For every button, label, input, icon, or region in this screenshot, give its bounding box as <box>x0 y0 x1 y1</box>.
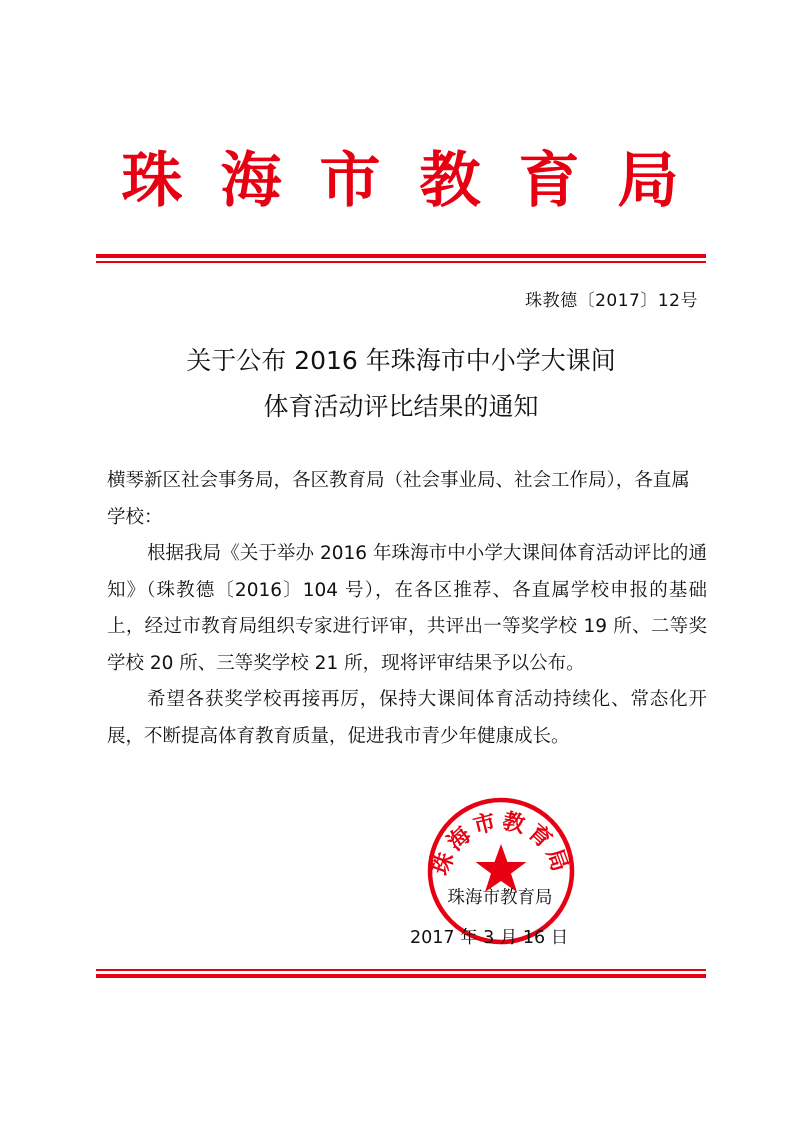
salutation: 横琴新区社会事务局，各区教育局（社会事业局、社会工作局），各直属学校： <box>107 470 690 528</box>
bottom-divider-thick <box>96 974 706 978</box>
svg-text:珠海市教育局: 珠海市教育局 <box>427 808 575 879</box>
title-line-2: 体育活动评比结果的通知 <box>263 392 539 421</box>
masthead-char: 育 <box>518 146 580 216</box>
body-paragraph: 根据我局《关于举办 2016 年珠海市中小学大课间体育活动评比的通知》（珠教德〔2016〕104 号），在各区推荐、各直属学校申报的基础上，经过市教育局组织专家进行评审，共评出一等奖学校 19 所、二等奖学校 20 所、三等奖学校 21 所，现将评审结果予以公布。 <box>107 543 707 674</box>
issue-date: 2017 年 3 月 16 日 <box>410 928 569 948</box>
masthead-char: 局 <box>617 146 679 216</box>
masthead-char: 海 <box>220 146 282 216</box>
body-paragraph: 希望各获奖学校再接再厉，保持大课间体育活动持续化、常态化开展，不断提高体育教育质量，促进我市青少年健康成长。 <box>107 689 707 747</box>
masthead-char: 珠 <box>121 146 183 216</box>
issuer-signature: 珠海市教育局 <box>447 888 553 908</box>
document-title <box>96 338 706 430</box>
document-body <box>107 463 707 755</box>
masthead-char: 市 <box>319 146 381 216</box>
masthead-char: 教 <box>418 146 481 216</box>
top-divider-thin <box>96 261 706 263</box>
title-line-1: 关于公布 2016 年珠海市中小学大课间 <box>186 346 616 375</box>
top-divider-thick <box>96 254 706 258</box>
document-number: 珠教德〔2017〕12号 <box>525 291 698 311</box>
masthead <box>60 138 734 224</box>
bottom-divider-thin <box>96 969 706 971</box>
